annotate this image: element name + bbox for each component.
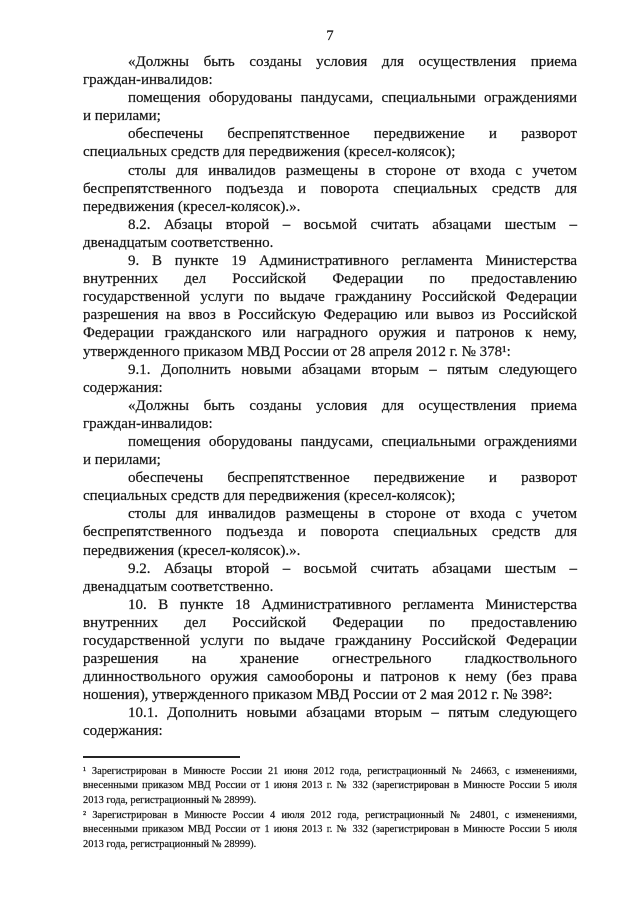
text-line: внутренних дел Российской Федерации по предоставлению <box>83 614 577 631</box>
text-line: содержания: <box>83 379 163 396</box>
document-body-text <box>83 53 577 741</box>
text-line: столы для инвалидов размещены в стороне от входа с учетом <box>128 162 577 179</box>
text-line: специальных средств для передвижения (кресел-колясок); <box>83 488 456 505</box>
body-paragraph <box>83 252 577 361</box>
text-line: утвержденного приказом МВД России от 28 апреля 2012 г. № 378¹: <box>83 343 511 360</box>
body-paragraph <box>83 162 577 216</box>
text-line: разрешения на хранение огнестрельного гладкоствольного <box>83 651 577 668</box>
text-line: 9.2. Абзацы второй – восьмой считать абзацами шестым – <box>128 560 577 577</box>
text-line: разрешения на ввоз в Российскую Федерацию или вывоз из Российской <box>83 307 577 324</box>
footnote <box>83 765 577 809</box>
body-paragraph <box>83 469 577 505</box>
body-paragraph <box>83 704 577 740</box>
text-line: 9. В пункте 19 Административного регламента Министерства <box>128 253 577 270</box>
text-line: 10. В пункте 18 Административного регламента Министерства <box>128 596 577 613</box>
text-line: 2013 года, регистрационный № 28999). <box>83 839 257 851</box>
footnote-separator-line <box>83 756 240 758</box>
text-line: 10.1. Дополнить новыми абзацами вторым – пятым следующего <box>128 705 577 722</box>
body-paragraph <box>83 560 577 596</box>
text-line: двенадцатым соответственно. <box>83 234 274 251</box>
text-line: граждан-инвалидов: <box>83 72 213 89</box>
body-paragraph <box>83 361 577 397</box>
text-line: и перилами; <box>83 452 161 469</box>
text-line: ношения), утвержденного приказом МВД России от 2 мая 2012 г. № 398²: <box>83 687 553 704</box>
text-line: 2013 года, регистрационный № 28999). <box>83 794 257 806</box>
text-line: внутренних дел Российской Федерации по предоставлению <box>83 271 577 288</box>
body-paragraph <box>83 433 577 469</box>
text-line: граждан-инвалидов: <box>83 415 213 432</box>
body-paragraph <box>83 596 577 705</box>
body-paragraph <box>83 125 577 161</box>
text-line: Федерации гражданского или наградного оружия и патронов к нему, <box>83 325 577 342</box>
page-number: 7 <box>326 28 334 44</box>
text-line: государственной услуги по выдаче гражданину Российской Федерации <box>83 633 577 649</box>
text-line: двенадцатым соответственно. <box>83 578 274 595</box>
text-line: специальных средств для передвижения (кресел-колясок); <box>83 144 456 161</box>
text-line: длинноствольного оружия самообороны и патронов к нему (без права <box>83 669 577 686</box>
footnotes-section <box>83 765 577 853</box>
text-line: беспрепятственного подъезда и поворота специальных средств для <box>83 524 577 541</box>
text-line: обеспечены беспрепятственное передвижение и разворот <box>128 126 577 143</box>
text-line: помещения оборудованы пандусами, специальными ограждениями <box>128 90 577 107</box>
body-paragraph <box>83 89 577 125</box>
text-line: «Должны быть созданы условия для осуществления приема <box>128 54 577 70</box>
text-line: государственной услуги по выдаче гражданину Российской Федерации <box>83 289 577 306</box>
body-paragraph <box>83 53 577 89</box>
text-line: передвижения (кресел-колясок).». <box>83 198 301 215</box>
text-line: внесенными приказом МВД России от 1 июня 2013 г. № 332 (зарегистрирован в Минюсте России 5 июля <box>83 824 577 836</box>
text-column <box>83 0 577 853</box>
text-line: содержания: <box>83 723 163 740</box>
text-line: ¹ Зарегистрирован в Минюсте России 21 июня 2012 года, регистрационный № 24663, с изменениями, <box>83 765 577 777</box>
text-line: помещения оборудованы пандусами, специальными ограждениями <box>128 433 577 450</box>
text-line: 8.2. Абзацы второй – восьмой считать абзацами шестым – <box>128 216 577 233</box>
text-line: беспрепятственного подъезда и поворота специальных средств для <box>83 180 577 197</box>
text-line: ² Зарегистрирован в Минюсте России 4 июля 2012 года, регистрационный № 24801, с изменениями, <box>83 809 577 821</box>
body-paragraph <box>83 505 577 559</box>
text-line: «Должны быть созданы условия для осуществления приема <box>128 397 577 414</box>
text-line: и перилами; <box>83 108 161 125</box>
text-line: внесенными приказом МВД России от 1 июня 2013 г. № 332 (зарегистрирован в Минюсте России 5 июля <box>83 780 577 792</box>
body-paragraph <box>83 397 577 433</box>
footnote <box>83 809 577 853</box>
text-line: столы для инвалидов размещены в стороне от входа с учетом <box>128 506 577 523</box>
body-paragraph <box>83 216 577 252</box>
text-line: обеспечены беспрепятственное передвижение и разворот <box>128 470 577 487</box>
text-line: 9.1. Дополнить новыми абзацами вторым – пятым следующего <box>128 361 577 378</box>
text-line: передвижения (кресел-колясок).». <box>83 542 301 559</box>
